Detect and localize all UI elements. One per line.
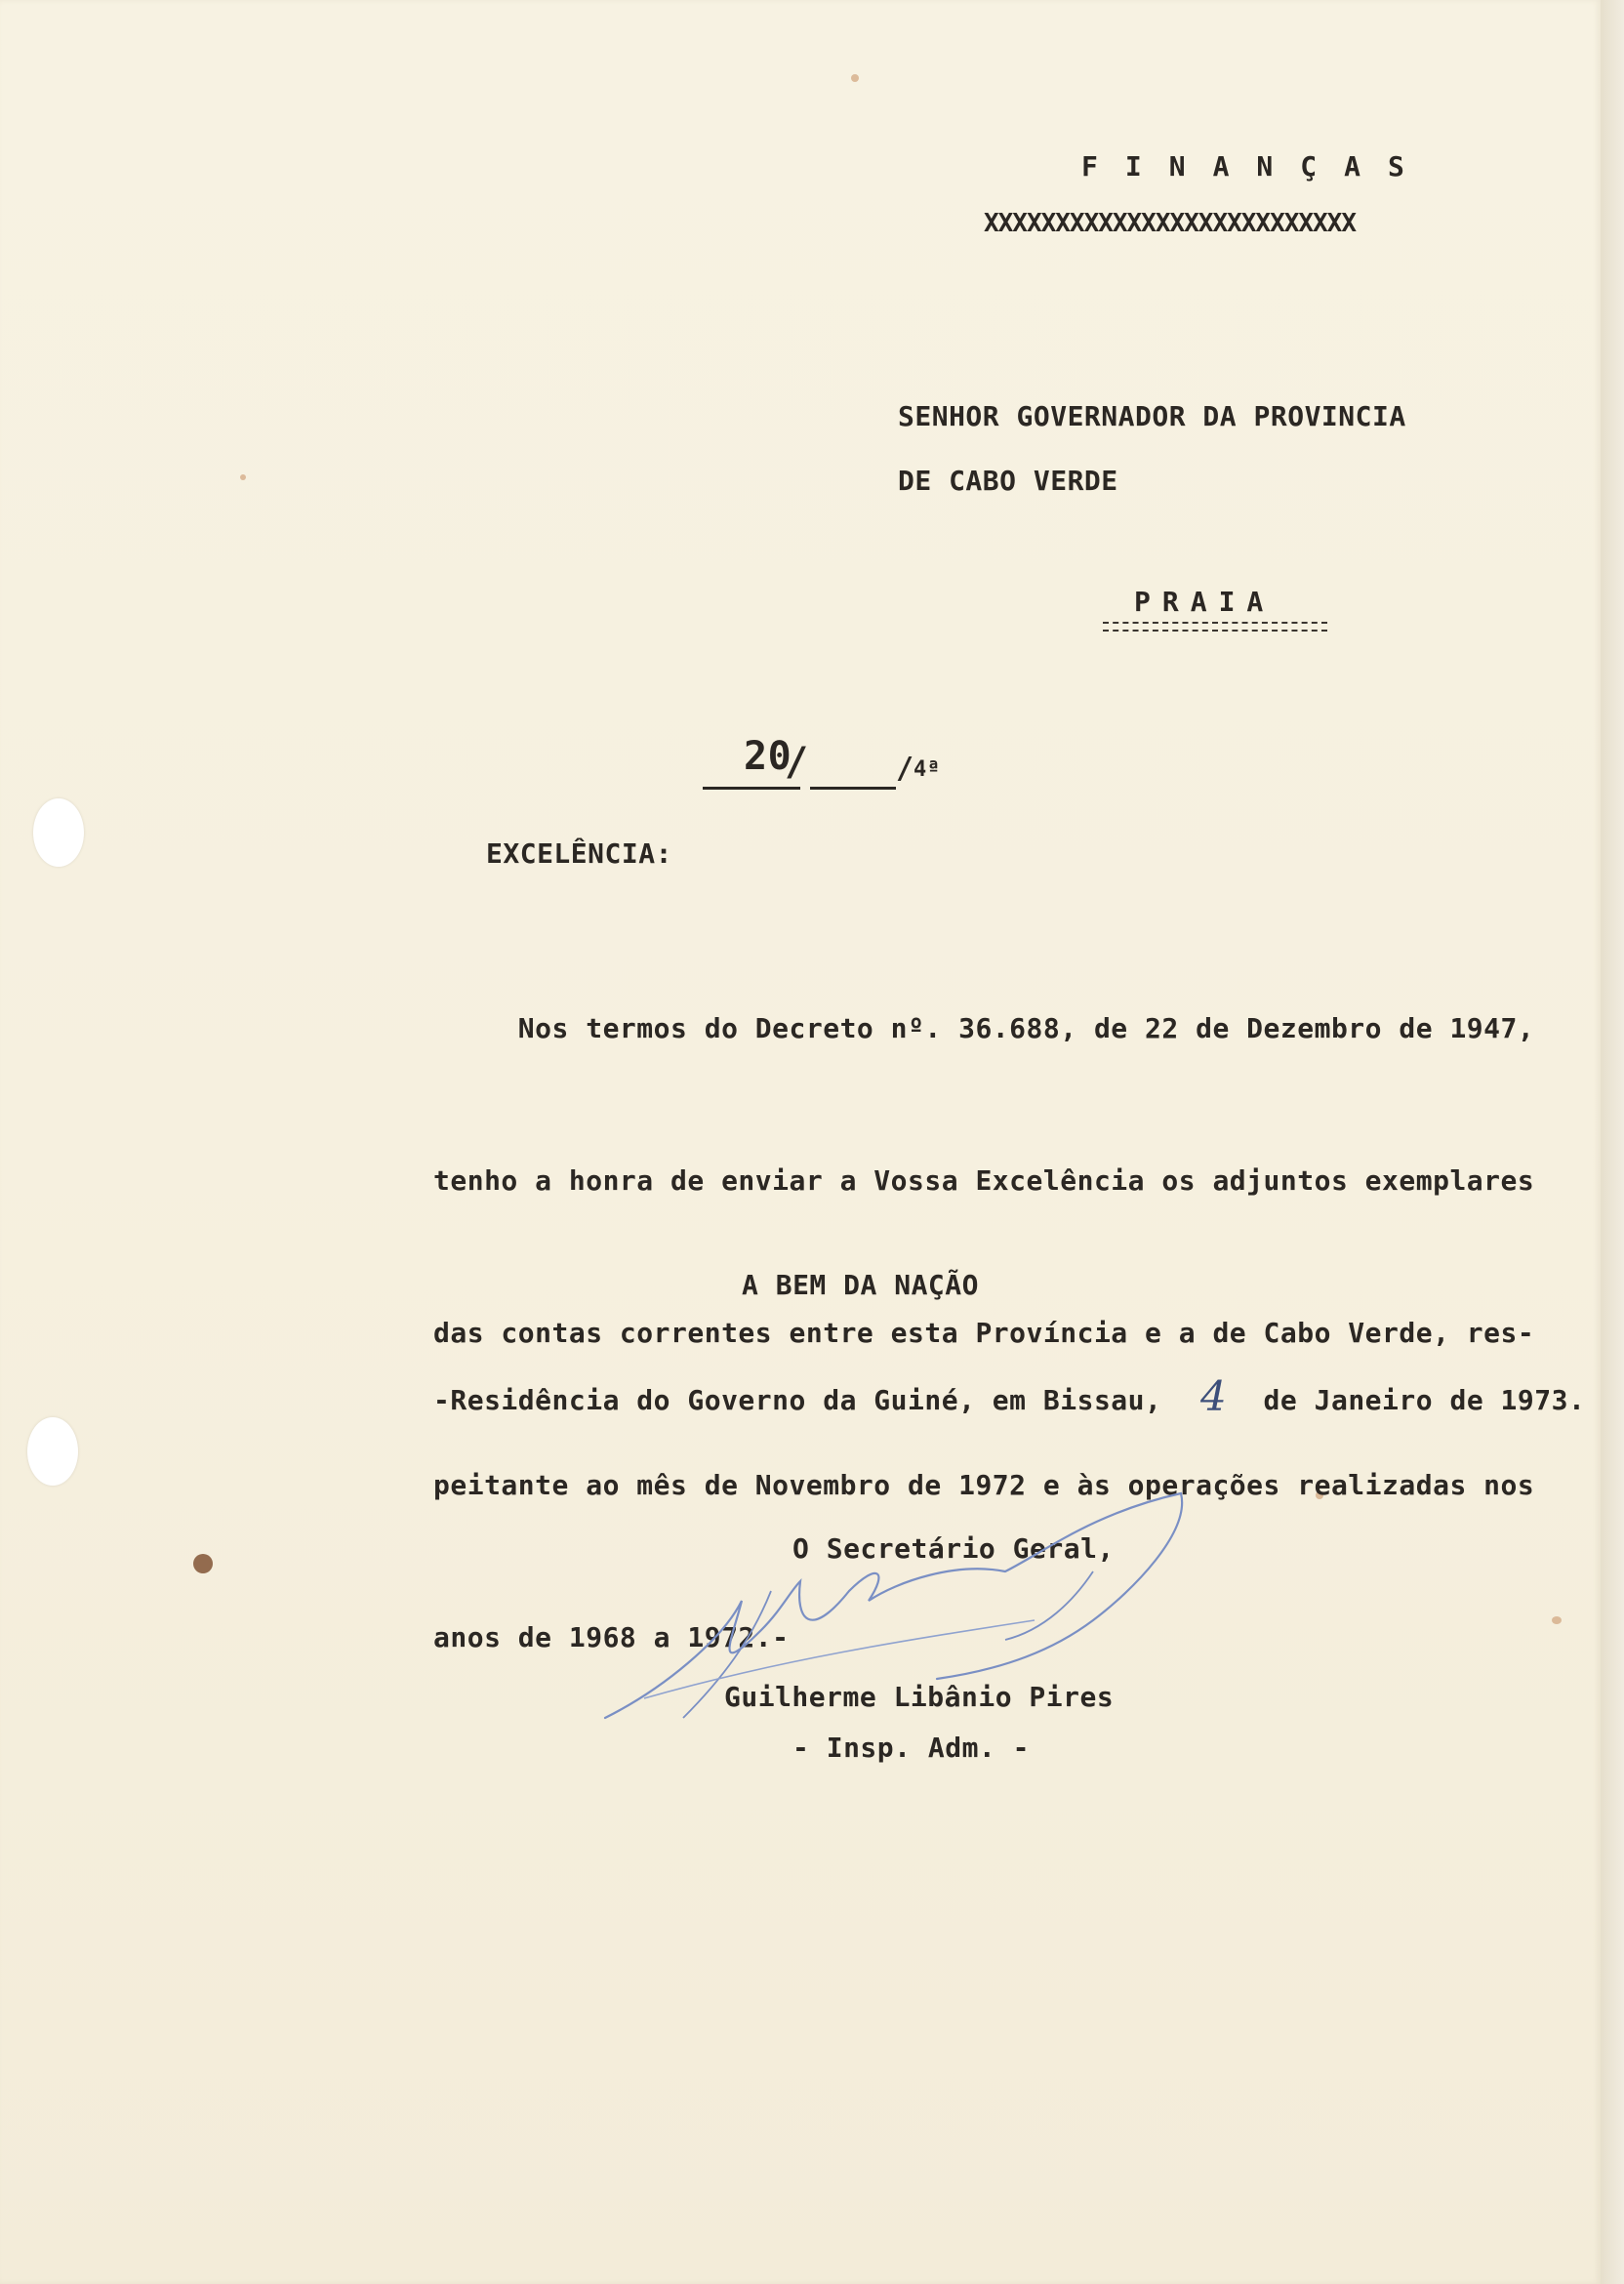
body-line: peitante ao mês de Novembro de 1972 e às operações realizadas nos: [433, 1469, 1535, 1501]
department-header: FINANÇAS: [1081, 150, 1432, 183]
reference-underline: [703, 787, 800, 790]
stain-spot: [240, 474, 246, 480]
place-date-suffix: de Janeiro de 1973.: [1263, 1384, 1586, 1416]
closing-formula: A BEM DA NAÇÃO: [742, 1269, 980, 1301]
city-underline: [1103, 622, 1327, 632]
signatory-role: - Insp. Adm. -: [792, 1732, 1031, 1764]
paper-edge: [1601, 0, 1624, 2284]
place-date-line: [433, 1384, 1585, 1416]
stain-spot: [1552, 1616, 1562, 1624]
body-line: anos de 1968 a 1972.-: [433, 1621, 790, 1653]
signatory-title: O Secretário Geral,: [792, 1532, 1115, 1565]
addressee-line-1: SENHOR GOVERNADOR DA PROVINCIA: [898, 400, 1406, 432]
place-date-prefix: -Residência do Governo da Guiné, em Bissau,: [433, 1384, 1162, 1416]
strikeout-line: XXXXXXXXXXXXXXXXXXXXXXXXXX: [984, 209, 1356, 238]
punch-hole-top: [33, 798, 84, 867]
body-line: Nos termos do Decreto nº. 36.688, de 22 de Dezembro de 1947,: [433, 1012, 1535, 1044]
body-line: das contas correntes entre esta Província e a de Cabo Verde, res-: [433, 1317, 1535, 1349]
signatory-name: Guilherme Libânio Pires: [724, 1681, 1115, 1713]
reference-separator: /: [785, 740, 809, 785]
stain-spot: [193, 1554, 213, 1573]
reference-number: 20: [744, 734, 792, 779]
reference-separator: /: [896, 752, 914, 786]
salutation: EXCELÊNCIA:: [486, 837, 672, 870]
reference-suffix: 4ª: [914, 757, 941, 782]
punch-hole-bottom: [27, 1417, 78, 1486]
handwritten-day: 4: [1200, 1372, 1227, 1420]
stain-spot: [851, 74, 859, 82]
addressee-city: PRAIA: [1134, 586, 1276, 618]
body-line: tenho a honra de enviar a Vossa Excelência os adjuntos exemplares: [433, 1164, 1535, 1197]
reference-blank-line: [810, 787, 896, 790]
addressee-line-2: DE CABO VERDE: [898, 465, 1118, 497]
